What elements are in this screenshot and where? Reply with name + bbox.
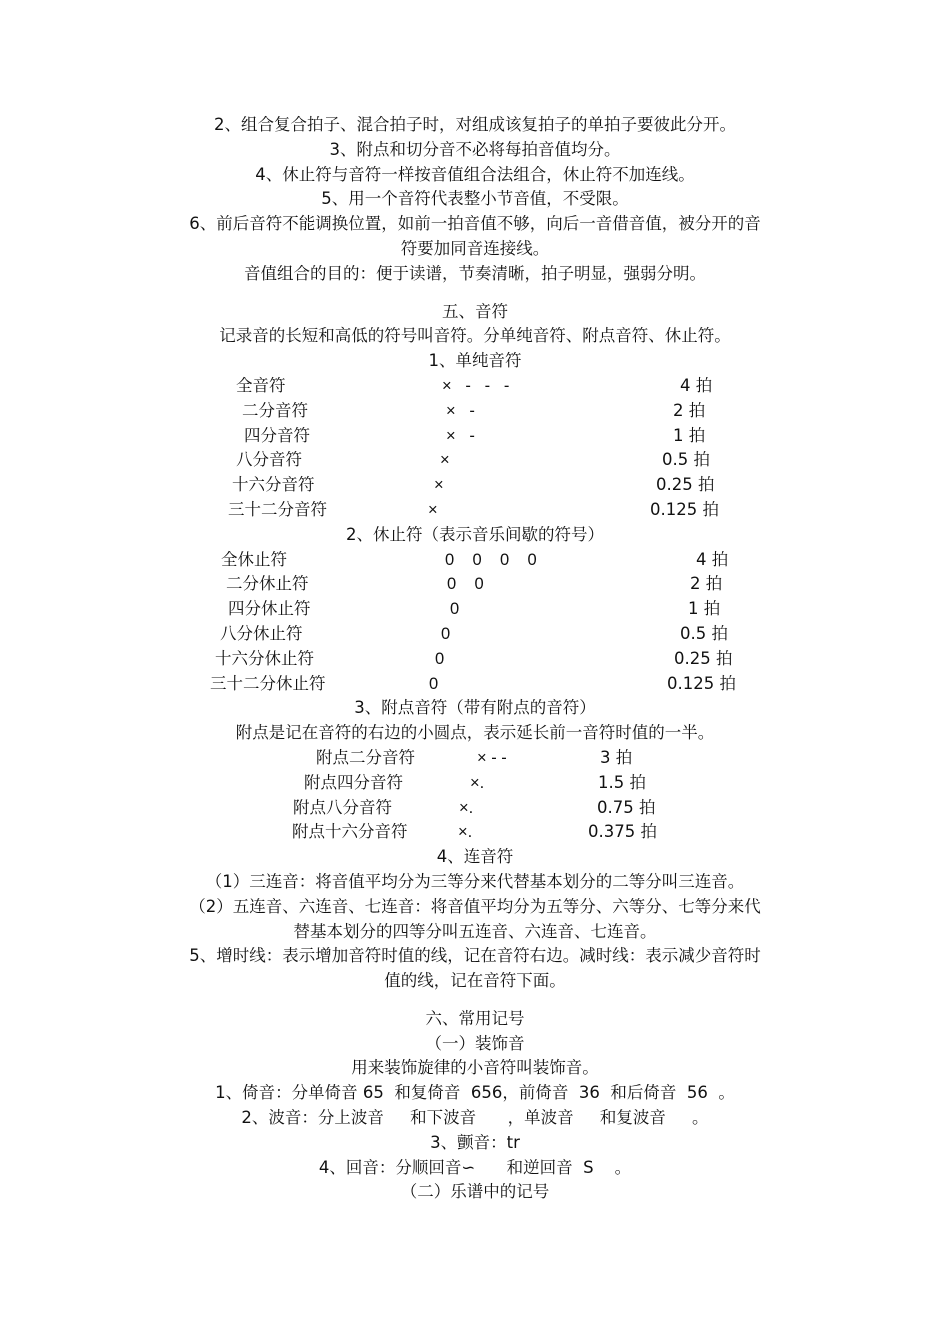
dotted-name: 附点二分音符 bbox=[316, 747, 415, 767]
dotted-symbol: ×. bbox=[458, 823, 473, 842]
rest-row bbox=[0, 548, 950, 573]
dotted-row bbox=[0, 796, 950, 821]
note-symbol: × bbox=[434, 476, 444, 495]
dotted-beat: 1.5 拍 bbox=[598, 772, 646, 792]
text-line: 记录音的长短和高低的符号叫音符。分单纯音符、附点音符、休止符。 bbox=[219, 326, 731, 346]
text-line: 6、前后音符不能调换位置，如前一拍音值不够，向后一音借音值，被分开的音 bbox=[189, 214, 761, 234]
text-line: 2、波音：分上波音 和下波音 ，单波音 和复波音 。 bbox=[241, 1108, 709, 1128]
rest-symbol: 0 0 0 0 bbox=[445, 550, 537, 569]
rest-symbol: 0 0 bbox=[447, 575, 484, 594]
note-beat: 0.25 拍 bbox=[656, 475, 715, 495]
note-row bbox=[0, 498, 950, 523]
note-name: 十六分音符 bbox=[232, 475, 315, 495]
subsection-title: 3、附点音符（带有附点的音符） bbox=[354, 698, 596, 718]
text-line: 值的线，记在音符下面。 bbox=[384, 971, 566, 991]
dotted-symbol: ×. bbox=[459, 798, 474, 817]
dotted-symbol: ×. bbox=[470, 773, 485, 792]
text-line: 符要加同音连接线。 bbox=[400, 238, 550, 258]
note-beat: 1 拍 bbox=[673, 425, 706, 445]
note-name: 三十二分音符 bbox=[228, 499, 327, 519]
rest-beat: 0.25 拍 bbox=[674, 648, 733, 668]
rest-symbol: 0 bbox=[441, 624, 451, 643]
rest-beat: 0.125 拍 bbox=[667, 673, 736, 693]
note-symbol: × - bbox=[446, 401, 475, 420]
rest-name: 四分休止符 bbox=[228, 599, 311, 619]
note-symbol: × bbox=[428, 500, 438, 519]
note-beat: 0.125 拍 bbox=[650, 499, 719, 519]
rest-row bbox=[0, 622, 950, 647]
note-row bbox=[0, 374, 950, 399]
text-line: （1）三连音：将音值平均分为三等分来代替基本划分的二等分叫三连音。 bbox=[205, 871, 745, 891]
note-symbol: × - - - bbox=[442, 376, 510, 395]
dotted-symbol: × - - bbox=[477, 748, 507, 767]
section-title: 五、音符 bbox=[442, 301, 508, 321]
text-line: 附点是记在音符的右边的小圆点，表示延长前一音符时值的一半。 bbox=[235, 723, 715, 743]
note-name: 四分音符 bbox=[244, 425, 310, 445]
rest-symbol: 0 bbox=[435, 649, 445, 668]
rest-name: 三十二分休止符 bbox=[210, 673, 326, 693]
dotted-beat: 0.75 拍 bbox=[597, 797, 656, 817]
rest-symbol: 0 bbox=[450, 600, 460, 619]
note-row bbox=[0, 399, 950, 424]
dotted-row bbox=[0, 746, 950, 771]
note-row bbox=[0, 424, 950, 449]
rest-symbol: 0 bbox=[429, 674, 439, 693]
dotted-row bbox=[0, 820, 950, 845]
dotted-beat: 3 拍 bbox=[600, 747, 633, 767]
subsection-title: （二）乐谱中的记号 bbox=[400, 1182, 550, 1202]
text-line: 2、组合复合拍子、混合拍子时，对组成该复拍子的单拍子要彼此分开。 bbox=[214, 115, 736, 134]
rest-beat: 1 拍 bbox=[688, 599, 721, 619]
note-name: 全音符 bbox=[236, 375, 286, 395]
subsection-title: 2、休止符（表示音乐间歇的符号） bbox=[346, 524, 604, 544]
dotted-row bbox=[0, 771, 950, 796]
note-symbol: × - bbox=[446, 426, 475, 445]
rest-beat: 4 拍 bbox=[696, 549, 729, 569]
text-line: 替基本划分的四等分叫五连音、六连音、七连音。 bbox=[293, 921, 657, 941]
text-line: 4、休止符与音符一样按音值组合法组合，休止符不加连线。 bbox=[255, 164, 695, 184]
subsection-title: 1、单纯音符 bbox=[428, 351, 522, 371]
subsection-title: 4、连音符 bbox=[436, 847, 514, 867]
note-beat: 0.5 拍 bbox=[662, 450, 710, 470]
text-line: 用来装饰旋律的小音符叫装饰音。 bbox=[351, 1058, 599, 1078]
text-line: 5、用一个音符代表整小节音值，不受限。 bbox=[321, 189, 629, 209]
rest-beat: 0.5 拍 bbox=[680, 623, 728, 643]
rest-beat: 2 拍 bbox=[690, 574, 723, 594]
note-row bbox=[0, 448, 950, 473]
text-line: 音值组合的目的：便于读谱，节奏清晰，拍子明显，强弱分明。 bbox=[244, 263, 706, 283]
note-symbol: × bbox=[440, 451, 450, 470]
text-line: 1、倚音：分单倚音 65 和复倚音 656，前倚音 36 和后倚音 56 。 bbox=[215, 1083, 735, 1103]
subsection-title: （一）装饰音 bbox=[425, 1033, 525, 1053]
text-line: 3、附点和切分音不必将每拍音值均分。 bbox=[329, 139, 621, 159]
text-line: 4、回音：分顺回音∽ 和逆回音 S 。 bbox=[318, 1157, 632, 1177]
dotted-name: 附点四分音符 bbox=[304, 772, 403, 792]
rest-name: 十六分休止符 bbox=[215, 648, 314, 668]
rest-name: 八分休止符 bbox=[220, 623, 303, 643]
rest-row bbox=[0, 672, 950, 697]
text-line: （2）五连音、六连音、七连音：将音值平均分为五等分、六等分、七等分来代 bbox=[189, 896, 761, 916]
rest-row bbox=[0, 572, 950, 597]
rest-name: 全休止符 bbox=[221, 549, 287, 569]
dotted-beat: 0.375 拍 bbox=[588, 822, 657, 842]
section-title: 六、常用记号 bbox=[425, 1008, 525, 1028]
note-name: 二分音符 bbox=[242, 400, 308, 420]
text-line: 3、颤音：tr bbox=[430, 1132, 520, 1152]
dotted-name: 附点八分音符 bbox=[293, 797, 392, 817]
note-row bbox=[0, 473, 950, 498]
text-line: 5、增时线：表示增加音符时值的线，记在音符右边。减时线：表示减少音符时 bbox=[189, 946, 761, 966]
note-beat: 2 拍 bbox=[673, 400, 706, 420]
note-beat: 4 拍 bbox=[680, 375, 713, 395]
document-page bbox=[0, 113, 950, 1205]
rest-name: 二分休止符 bbox=[226, 574, 309, 594]
rest-row bbox=[0, 597, 950, 622]
note-name: 八分音符 bbox=[236, 450, 302, 470]
dotted-name: 附点十六分音符 bbox=[292, 822, 408, 842]
rest-row bbox=[0, 647, 950, 672]
